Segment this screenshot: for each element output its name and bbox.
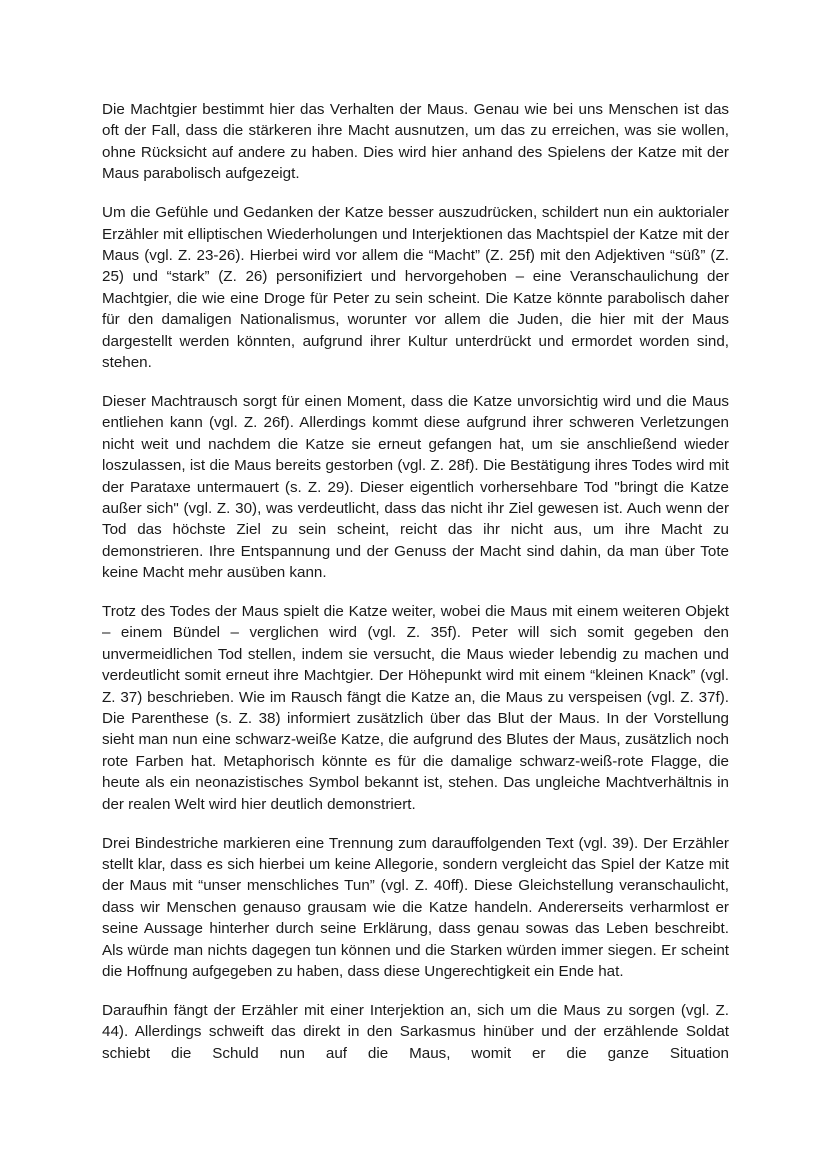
paragraph-4: Trotz des Todes der Maus spielt die Katze weiter, wobei die Maus mit einem weiteren Objekt – einem Bündel – verglichen wird (vgl. Z. 35f). Peter will sich somit gegeben den unvermeidlichen Tod stellen, indem sie versucht, die Maus wieder lebendig zu machen und verdeutlicht somit erneut ihre Machtgier. Der Höhepunkt wird mit einem “kleinen Knack” (vgl. Z. 37) beschrieben. Wie im Rausch fängt die Katze an, die Maus zu verspeisen (vgl. Z. 37f). Die Parenthese (s. Z. 38) informiert zusätzlich über das Blut der Maus. In der Vorstellung sieht man nun eine schwarz-weiße Katze, die aufgrund des Blutes der Maus, zusätzlich noch rote Farben hat. Metaphorisch könnte es für die damalige schwarz-weiß-rote Flagge, die heute als ein neonazistisches Symbol bekannt ist, stehen. Das ungleiche Machtverhältnis in der realen Welt wird hier deutlich demonstriert. bbox=[102, 603, 729, 813]
document-body bbox=[102, 99, 729, 1082]
paragraph-2: Um die Gefühle und Gedanken der Katze besser auszudrücken, schildert nun ein auktorialer Erzähler mit elliptischen Wiederholungen und Interjektionen das Machtspiel der Katze mit der Maus (vgl. Z. 23-26). Hierbei wird vor allem die “Macht” (Z. 25f) mit den Adjektiven “süß” (Z. 25) und “stark” (Z. 26) personifiziert und hervorgehoben – eine Veranschaulichung der Machtgier, die wie eine Droge für Peter zu sein scheint. Die Katze könnte parabolisch daher für den damaligen Nationalismus, worunter vor allem die Juden, die hier mit der Maus dargestellt werden könnten, aufgrund ihrer Kultur unterdrückt und ermordet worden sind, stehen. bbox=[102, 204, 729, 371]
paragraph-3: Dieser Machtrausch sorgt für einen Moment, dass die Katze unvorsichtig wird und die Maus entliehen kann (vgl. Z. 26f). Allerdings kommt diese aufgrund ihrer schweren Verletzungen nicht weit und nachdem die Katze sie erneut gefangen hat, um sie anschließend wieder loszulassen, ist die Maus bereits gestorben (vgl. Z. 28f). Die Bestätigung ihres Todes wird mit der Parataxe untermauert (s. Z. 29). Dieser eigentlich vorhersehbare Tod "bringt die Katze außer sich" (vgl. Z. 30), was verdeutlicht, dass das nicht ihr Ziel gewesen ist. Auch wenn der Tod das höchste Ziel zu sein scheint, reicht das ihr nicht aus, um ihre Macht zu demonstrieren. Ihre Entspannung und der Genuss der Macht sind dahin, da man über Tote keine Macht mehr ausüben kann. bbox=[102, 392, 729, 582]
paragraph-6: Daraufhin fängt der Erzähler mit einer Interjektion an, sich um die Maus zu sorgen (vgl. Z. 44). Allerdings schweift das direkt in den Sarkasmus hinüber und der erzählende Soldat schiebt die Schuld nun auf die Maus, womit er die ganze Situation bbox=[102, 1001, 729, 1062]
paragraph-5: Drei Bindestriche markieren eine Trennung zum darauffolgenden Text (vgl. 39). Der Erzähler stellt klar, dass es sich hierbei um keine Allegorie, sondern vergleicht das Spiel der Katze mit der Maus mit “unser menschliches Tun” (vgl. Z. 40ff). Diese Gleichstellung veranschaulicht, dass wir Menschen genauso grausam wie die Katze handeln. Andererseits verharmlost er seine Aussage hinterher durch seine Erklärung, dass genau sowas das Leben beschreibt. Als würde man nichts dagegen tun können und die Starken würden immer siegen. Er scheint die Hoffnung aufgegeben zu haben, dass diese Ungerechtigkeit ein Ende hat. bbox=[102, 834, 729, 981]
paragraph-1: Die Machtgier bestimmt hier das Verhalten der Maus. Genau wie bei uns Menschen ist das oft der Fall, dass die stärkeren ihre Macht ausnutzen, um das zu erreichen, was sie wollen, ohne Rücksicht auf andere zu haben. Dies wird hier anhand des Spielens der Katze mit der Maus parabolisch aufgezeigt. bbox=[102, 101, 729, 183]
